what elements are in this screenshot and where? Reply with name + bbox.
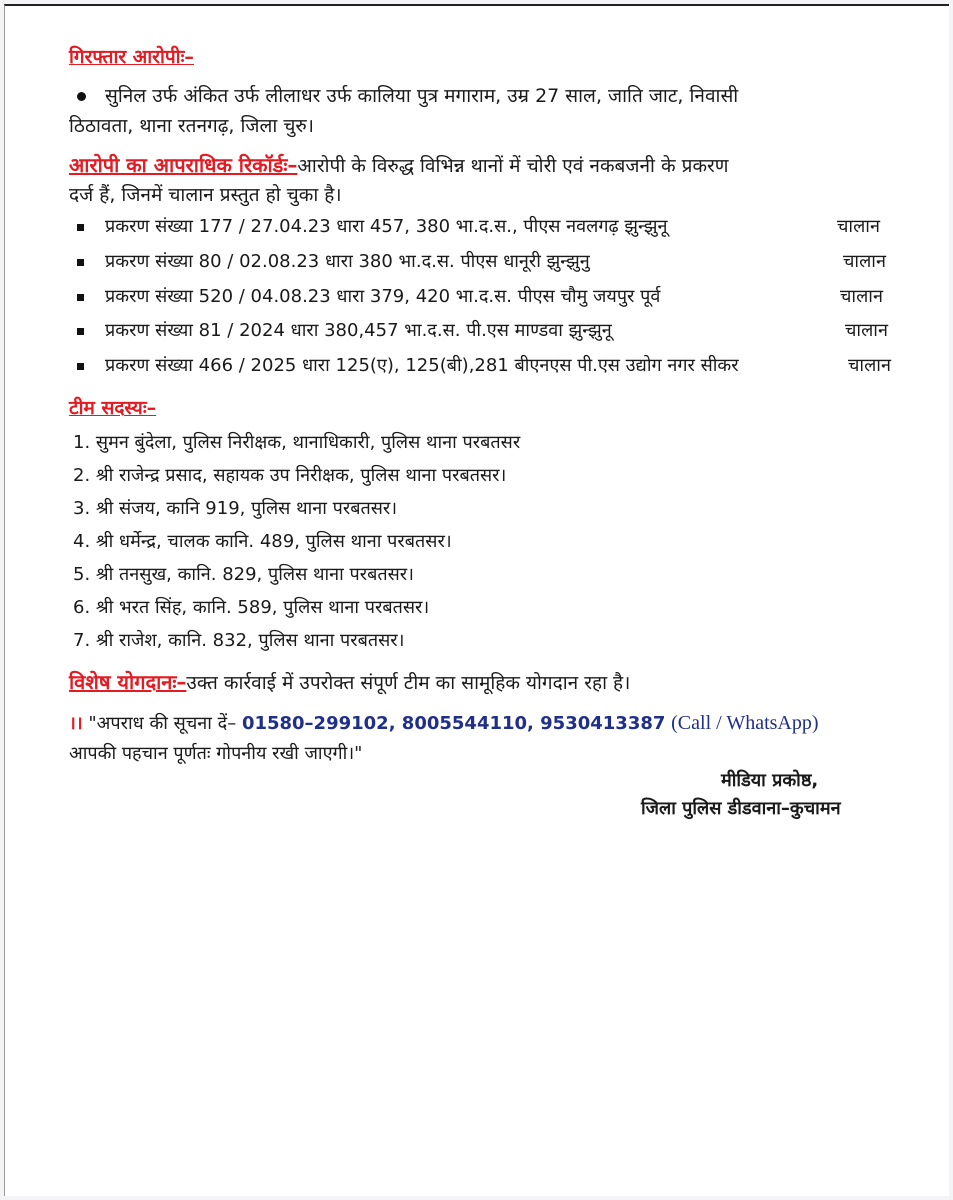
notice-channels: (Call / WhatsApp) (671, 712, 819, 734)
bullet-square-icon (77, 328, 84, 335)
team-member-4: 4. श्री धर्मेन्द्र, चालक कानि. 489, पुलिस थाना परबतसर। (73, 531, 452, 552)
case-item-1: प्रकरण संख्या 177 / 27.04.23 धारा 457, 380 भा.द.स., पीएस नवलगढ़ झुन्झुनू (105, 216, 668, 237)
bullet-square-icon (77, 363, 84, 370)
notice-mark: ।। (69, 713, 83, 734)
special-contribution (69, 668, 630, 695)
arrested-heading: गिरफ्तार आरोपीः– (69, 46, 194, 68)
case-item-3: प्रकरण संख्या 520 / 04.08.23 धारा 379, 420 भा.द.स. पीएस चौमु जयपुर पूर्व (105, 286, 661, 307)
arrested-line-1: सुनिल उर्फ अंकित उर्फ लीलाधर उर्फ कालिया पुत्र मगाराम, उम्र 27 साल, जाति जाट, निवासी (105, 85, 739, 107)
team-member-7: 7. श्री राजेश, कानि. 832, पुलिस थाना परबतसर। (73, 630, 405, 651)
case-status-1: चालान (837, 216, 880, 237)
bullet-square-icon (77, 259, 84, 266)
record-intro-line-2: दर्ज हैं, जिनमें चालान प्रस्तुत हो चुका है। (69, 184, 342, 206)
special-text: उक्त कार्रवाई में उपरोक्त संपूर्ण टीम का सामूहिक योगदान रहा है। (186, 672, 631, 694)
signature-line-2: जिला पुलिस डीडवाना–कुचामन (641, 798, 841, 819)
bullet-square-icon (77, 294, 84, 301)
team-member-3: 3. श्री संजय, कानि 919, पुलिस थाना परबतसर। (73, 498, 398, 519)
team-heading: टीम सदस्यः– (69, 397, 157, 419)
record-intro-line-1 (69, 151, 729, 178)
notice-prefix: "अपराध की सूचना दें– (88, 713, 237, 734)
arrested-line-2: ठिठावता, थाना रतनगढ़, जिला चुरु। (69, 115, 314, 137)
document-page (4, 4, 949, 1196)
bullet-square-icon (77, 224, 84, 231)
team-member-5: 5. श्री तनसुख, कानि. 829, पुलिस थाना परबतसर। (73, 564, 414, 585)
team-member-1: 1. सुमन बुंदेला, पुलिस निरीक्षक, थानाधिकारी, पुलिस थाना परबतसर (73, 432, 521, 453)
record-heading: आरोपी का आपराधिक रिकॉर्डः– (69, 153, 298, 177)
team-member-2: 2. श्री राजेन्द्र प्रसाद, सहायक उप निरीक्षक, पुलिस थाना परबतसर। (73, 465, 507, 486)
case-status-5: चालान (848, 355, 891, 376)
notice-phone-numbers: 01580–299102, 8005544110, 9530413387 (241, 713, 666, 734)
special-heading: विशेष योगदानः– (69, 670, 187, 694)
team-member-6: 6. श्री भरत सिंह, कानि. 589, पुलिस थाना परबतसर। (73, 597, 430, 618)
case-item-5: प्रकरण संख्या 466 / 2025 धारा 125(ए), 125(बी),281 बीएनएस पी.एस उद्योग नगर सीकर (105, 355, 739, 376)
record-intro-text: आरोपी के विरुद्ध विभिन्न थानों में चोरी एवं नकबजनी के प्रकरण (297, 155, 729, 177)
case-item-2: प्रकरण संख्या 80 / 02.08.23 धारा 380 भा.द.स. पीएस धानूरी झुन्झुनु (105, 251, 590, 272)
signature-line-1: मीडिया प्रकोष्ठ, (721, 770, 819, 791)
case-item-4: प्रकरण संख्या 81 / 2024 धारा 380,457 भा.द.स. पी.एस माण्डवा झुन्झुनू (105, 320, 612, 341)
bullet-dot-icon (77, 92, 86, 101)
notice-line-2: आपकी पहचान पूर्णतः गोपनीय रखी जाएगी।" (69, 743, 363, 764)
case-status-4: चालान (845, 320, 888, 341)
notice-line-1 (69, 711, 819, 735)
case-status-2: चालान (843, 251, 886, 272)
case-status-3: चालान (840, 286, 883, 307)
